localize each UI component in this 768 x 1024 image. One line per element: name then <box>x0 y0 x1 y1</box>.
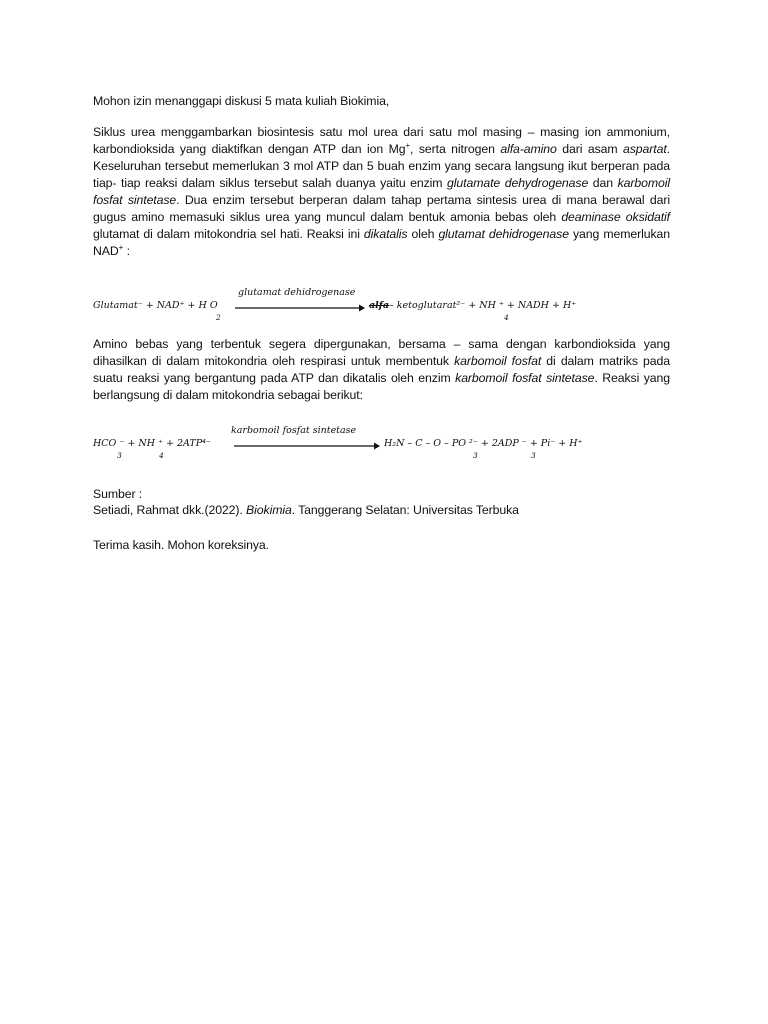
equation-products: H₂N – C – O – PO ²⁻ + 2ADP ⁻ + Pi⁻ + H⁺ <box>384 438 583 449</box>
source-heading: Sumber : <box>93 487 143 501</box>
italic-term: karbomoil fosfat <box>454 354 542 368</box>
paragraph-carbamoyl-phosphate <box>93 336 670 404</box>
italic-term: karbomoil fosfat sintetase <box>455 371 595 385</box>
reaction-arrow-icon <box>234 442 380 450</box>
text-segment: . Reaksi yang berlangsung di dalam mitokondria sebagai berikut: <box>93 371 671 402</box>
italic-term: dikatalis <box>363 227 408 241</box>
text-segment: Siklus urea menggambarkan biosintesis satu mol urea dari satu mol masing – masing ion ammonium, karbondioksida yang diaktifkan dengan ATP dan ion Mg <box>93 125 670 156</box>
arrow-label: karbomoil fosfat sintetase <box>231 425 357 436</box>
equation-subscript: 3 <box>473 451 478 460</box>
italic-term: deaminase oksidatif <box>561 210 670 224</box>
paragraph-urea-cycle <box>93 124 670 260</box>
text-segment: oleh <box>407 227 439 241</box>
equation-subscript: 3 <box>531 451 536 460</box>
superscript: + <box>405 140 411 150</box>
italic-term: glutamat dehidrogenase <box>438 227 569 241</box>
equation-glutamate-dehydrogenase <box>93 287 673 326</box>
text-segment: yang memerlukan NAD <box>93 227 670 258</box>
text-segment: glutamat di dalam mitokondria sel hati. Reaksi ini <box>93 227 364 241</box>
text-segment: Amino bebas yang terbentuk segera dipergunakan, bersama – sama dengan karbondioksida yang dihasilkan di dalam mitokondria oleh respirasi untuk membentuk <box>93 337 670 368</box>
reaction-arrow-icon <box>235 304 365 312</box>
italic-term: karbomoil fosfat sintetase <box>93 176 670 207</box>
text-segment: , serta nitrogen <box>410 142 501 156</box>
text-segment: dari asam <box>556 142 624 156</box>
greeting-line: Mohon izin menanggapi diskusi 5 mata kuliah Biokimia, <box>93 94 390 108</box>
closing-line: Terima kasih. Mohon koreksinya. <box>93 538 269 552</box>
equation-subscript: 4 <box>159 451 164 460</box>
italic-term: glutamate dehydrogenase <box>447 176 589 190</box>
text-segment: di dalam matriks pada suatu reaksi yang bergantung pada ATP dan dikatalis oleh enzim <box>93 354 670 385</box>
text-segment: . Dua enzim tersebut berperan dalam tahap pertama sintesis urea di mana berawal dari gugus amino memasuki siklus urea yang muncul dalam bentuk amonia bebas oleh <box>93 193 670 224</box>
book-title: Biokimia <box>246 503 292 517</box>
source-reference <box>93 502 670 519</box>
equation-subscript: 3 <box>117 451 122 460</box>
text-segment: . Keseluruhan tersebut memerlukan 3 mol ATP dan 5 buah enzim yang secara langsung ikut berperan pada tiap- tiap reaksi dalam siklus tersebut salah duanya yaitu enzim <box>93 142 670 190</box>
equation-subscript: 2 <box>216 313 221 322</box>
equation-reactants: HCO ⁻ + NH ⁺ + 2ATP⁴⁻ <box>93 438 211 449</box>
equation-reactants: Glutamat⁻ + NAD⁺ + H O <box>93 300 218 311</box>
text-segment: Setiadi, Rahmat dkk.(2022). <box>93 503 247 517</box>
strikethrough-term: alfa <box>369 300 390 311</box>
italic-term: aspartat <box>623 142 667 156</box>
equation-subscript: 4 <box>504 313 509 322</box>
superscript: + <box>118 242 124 252</box>
arrow-label: glutamat dehidrogenase <box>238 287 356 298</box>
text-segment: dan <box>588 176 618 190</box>
italic-term: alfa-amino <box>500 142 557 156</box>
text-segment: . Tanggerang Selatan: Universitas Terbuka <box>291 503 519 517</box>
equation-products: – ketoglutarat²⁻ + NH ⁺ + NADH + H⁺ <box>389 300 577 311</box>
equation-carbamoyl-phosphate-synthetase <box>93 425 673 464</box>
text-segment: : <box>123 244 130 258</box>
